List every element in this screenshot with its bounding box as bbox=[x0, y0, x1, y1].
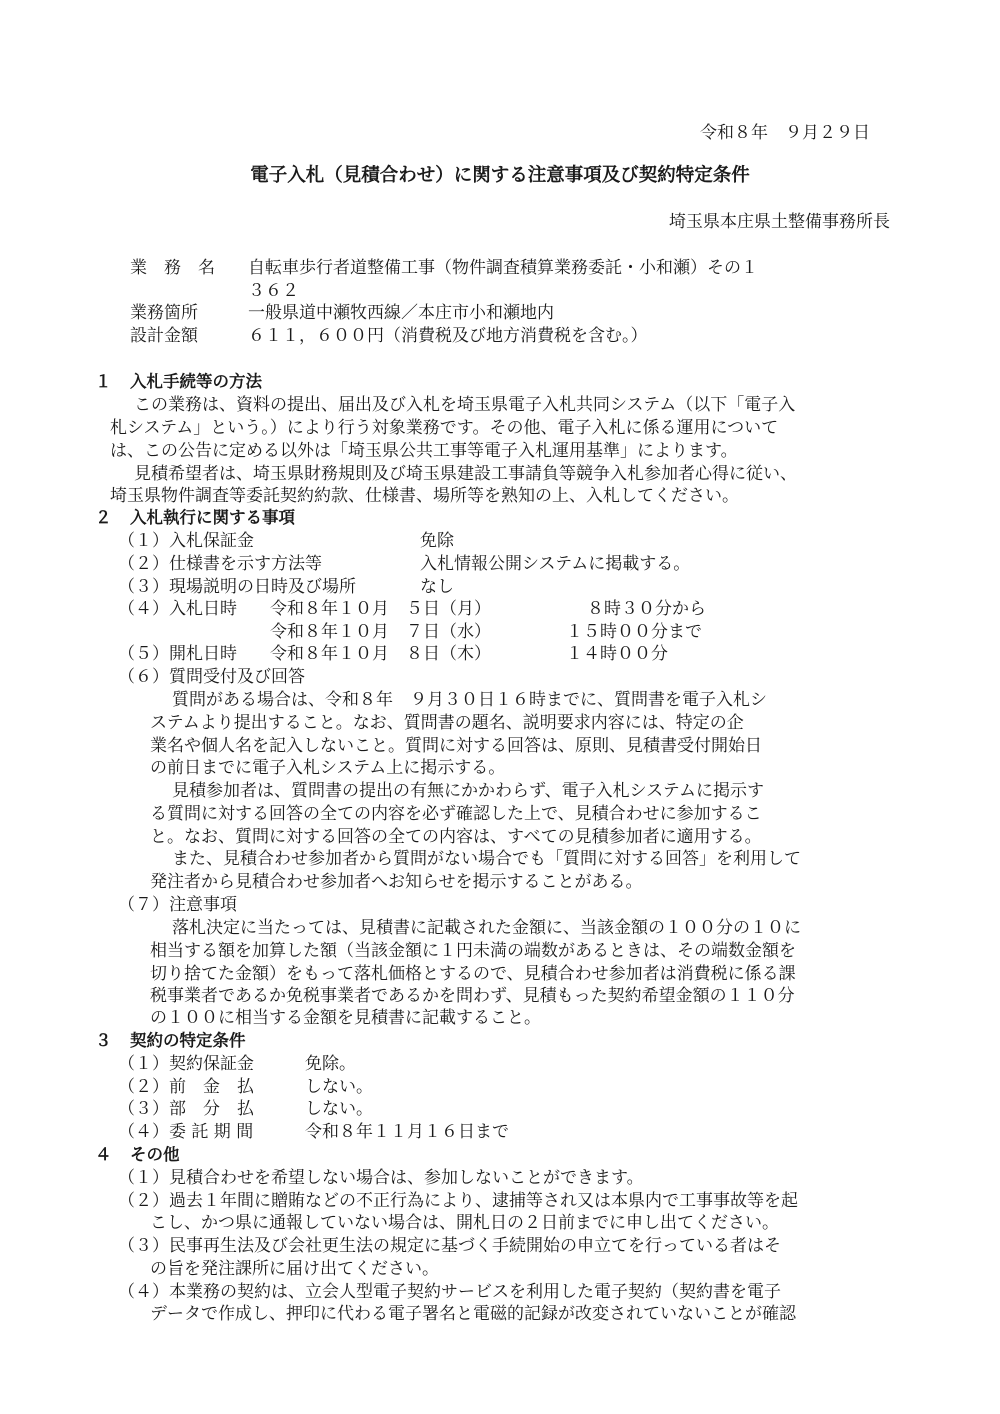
notes-text: 税事業者であるか免税事業者であるかを問わず、見積もった契約希望金額の１１０分 bbox=[150, 986, 795, 1006]
site-briefing-value: なし bbox=[420, 577, 454, 597]
questions-text: と。なお、質問に対する回答の全ての内容は、すべての見積参加者に適用する。 bbox=[150, 827, 762, 847]
notes-text: 切り捨てた金額）をもって落札価格とするので、見積合わせ参加者は消費税に係る課 bbox=[150, 964, 796, 984]
issuer: 埼玉県本庄県土整備事務所長 bbox=[669, 212, 890, 232]
section-3-heading bbox=[95, 1029, 246, 1053]
location-value: 一般県道中瀬牧西線／本庄市小和瀬地内 bbox=[248, 303, 554, 323]
section-title: その他 bbox=[130, 1145, 180, 1164]
section-number: ３ bbox=[95, 1031, 112, 1050]
notes-label: （７）注意事項 bbox=[118, 895, 237, 915]
notes-text: 落札決定に当たっては、見積書に記載された金額に、当該金額の１００分の１０に bbox=[172, 918, 801, 938]
contract-deposit-value: 免除。 bbox=[305, 1054, 356, 1074]
contract-deposit-label: （１）契約保証金 bbox=[118, 1054, 254, 1074]
section-number: １ bbox=[95, 372, 112, 391]
bid-time-start: ８時３０分から bbox=[587, 599, 706, 619]
questions-label: （６）質問受付及び回答 bbox=[118, 667, 305, 687]
opening-datetime-label: （５）開札日時 bbox=[118, 644, 237, 664]
section-1-text: 埼玉県物件調査等委託契約約款、仕様書、場所等を熟知の上、入札してください。 bbox=[110, 486, 739, 506]
bid-date-start: 令和８年１０月 ５日（月） bbox=[270, 599, 491, 619]
amount-label: 設計金額 bbox=[130, 326, 198, 346]
task-name-value-cont: ３６２ bbox=[248, 281, 299, 301]
section-1-text: 札システム」という。）により行う対象業務です。その他、電子入札に係る運用について bbox=[110, 418, 779, 438]
site-briefing-label: （３）現場説明の日時及び場所 bbox=[118, 577, 356, 597]
spec-method-label: （２）仕様書を示す方法等 bbox=[118, 554, 322, 574]
spec-method-value: 入札情報公開システムに掲載する。 bbox=[420, 554, 691, 574]
questions-text: また、見積合わせ参加者から質問がない場合でも「質問に対する回答」を利用して bbox=[172, 849, 801, 869]
contract-period-label: （４）委 託 期 間 bbox=[118, 1122, 254, 1142]
questions-text: 質問がある場合は、令和８年 ９月３０日１６時までに、質問書を電子入札シ bbox=[172, 690, 767, 710]
other-item-3-cont: の旨を発注課所に届け出てください。 bbox=[150, 1259, 439, 1279]
questions-text: 業名や個人名を記入しないこと。質問に対する回答は、原則、見積書受付開始日 bbox=[150, 736, 762, 756]
other-item-2: （２）過去１年間に贈賄などの不正行為により、逮捕等され又は本県内で工事事故等を起 bbox=[118, 1191, 798, 1211]
section-title: 入札手続等の方法 bbox=[130, 372, 262, 391]
contract-period-value: 令和８年１１月１６日まで bbox=[305, 1122, 509, 1142]
other-item-4: （４）本業務の契約は、立会人型電子契約サービスを利用した電子契約（契約書を電子 bbox=[118, 1282, 781, 1302]
section-1-text: は、この公告に定める以外は「埼玉県公共工事等電子入札運用基準」によります。 bbox=[110, 441, 738, 461]
partial-payment-label: （３）部 分 払 bbox=[118, 1099, 254, 1119]
questions-text: の前日までに電子入札システム上に掲示する。 bbox=[150, 758, 506, 778]
bid-time-end: １５時００分まで bbox=[566, 622, 702, 642]
bid-datetime-label: （４）入札日時 bbox=[118, 599, 237, 619]
questions-text: 見積参加者は、質問書の提出の有無にかかわらず、電子入札システムに掲示す bbox=[172, 781, 764, 801]
advance-payment-label: （２）前 金 払 bbox=[118, 1077, 254, 1097]
bid-deposit-label: （１）入札保証金 bbox=[118, 531, 254, 551]
section-number: ４ bbox=[95, 1145, 112, 1164]
questions-text: ステムより提出すること。なお、質問書の題名、説明要求内容には、特定の企 bbox=[150, 713, 744, 733]
section-number: ２ bbox=[95, 508, 112, 527]
other-item-4-cont: データで作成し、押印に代わる電子署名と電磁的記録が改変されていないことが確認 bbox=[150, 1304, 796, 1324]
questions-text: る質問に対する回答の全ての内容を必ず確認した上で、見積合わせに参加するこ bbox=[150, 804, 762, 824]
section-1-text: 見積希望者は、埼玉県財務規則及び埼玉県建設工事請負等競争入札参加者心得に従い、 bbox=[134, 464, 797, 484]
section-1-heading bbox=[95, 370, 262, 394]
opening-date: 令和８年１０月 ８日（木） bbox=[270, 644, 491, 664]
bid-deposit-value: 免除 bbox=[420, 531, 454, 551]
page-title: 電子入札（見積合わせ）に関する注意事項及び契約特定条件 bbox=[250, 165, 750, 186]
opening-time: １４時００分 bbox=[566, 644, 668, 664]
section-4-heading bbox=[95, 1143, 180, 1167]
task-name-label: 業 務 名 bbox=[130, 258, 215, 278]
partial-payment-value: しない。 bbox=[305, 1099, 373, 1119]
advance-payment-value: しない。 bbox=[305, 1077, 373, 1097]
bid-date-end: 令和８年１０月 ７日（水） bbox=[270, 622, 491, 642]
amount-value: ６１１，６００円（消費税及び地方消費税を含む。） bbox=[248, 326, 648, 346]
notes-text: の１００に相当する金額を見積書に記載すること。 bbox=[150, 1008, 541, 1028]
questions-text: 発注者から見積合わせ参加者へお知らせを掲示することがある。 bbox=[150, 872, 643, 892]
section-2-heading bbox=[95, 506, 295, 530]
other-item-3: （３）民事再生法及び会社更生法の規定に基づく手続開始の申立てを行っている者はそ bbox=[118, 1236, 781, 1256]
section-1-text: この業務は、資料の提出、届出及び入札を埼玉県電子入札共同システム（以下「電子入 bbox=[134, 395, 796, 415]
task-name-value: 自転車歩行者道整備工事（物件調査積算業務委託・小和瀬）その１ bbox=[248, 258, 758, 278]
section-title: 契約の特定条件 bbox=[130, 1031, 246, 1050]
notes-text: 相当する額を加算した額（当該金額に１円未満の端数があるときは、その端数金額を bbox=[150, 941, 796, 961]
location-label: 業務箇所 bbox=[130, 303, 198, 323]
issue-date: 令和８年 ９月２９日 bbox=[700, 123, 870, 143]
other-item-1: （１）見積合わせを希望しない場合は、参加しないことができます。 bbox=[118, 1168, 644, 1188]
other-item-2-cont: こし、かつ県に通報していない場合は、開札日の２日前までに申し出てください。 bbox=[150, 1213, 779, 1233]
section-title: 入札執行に関する事項 bbox=[130, 508, 295, 527]
